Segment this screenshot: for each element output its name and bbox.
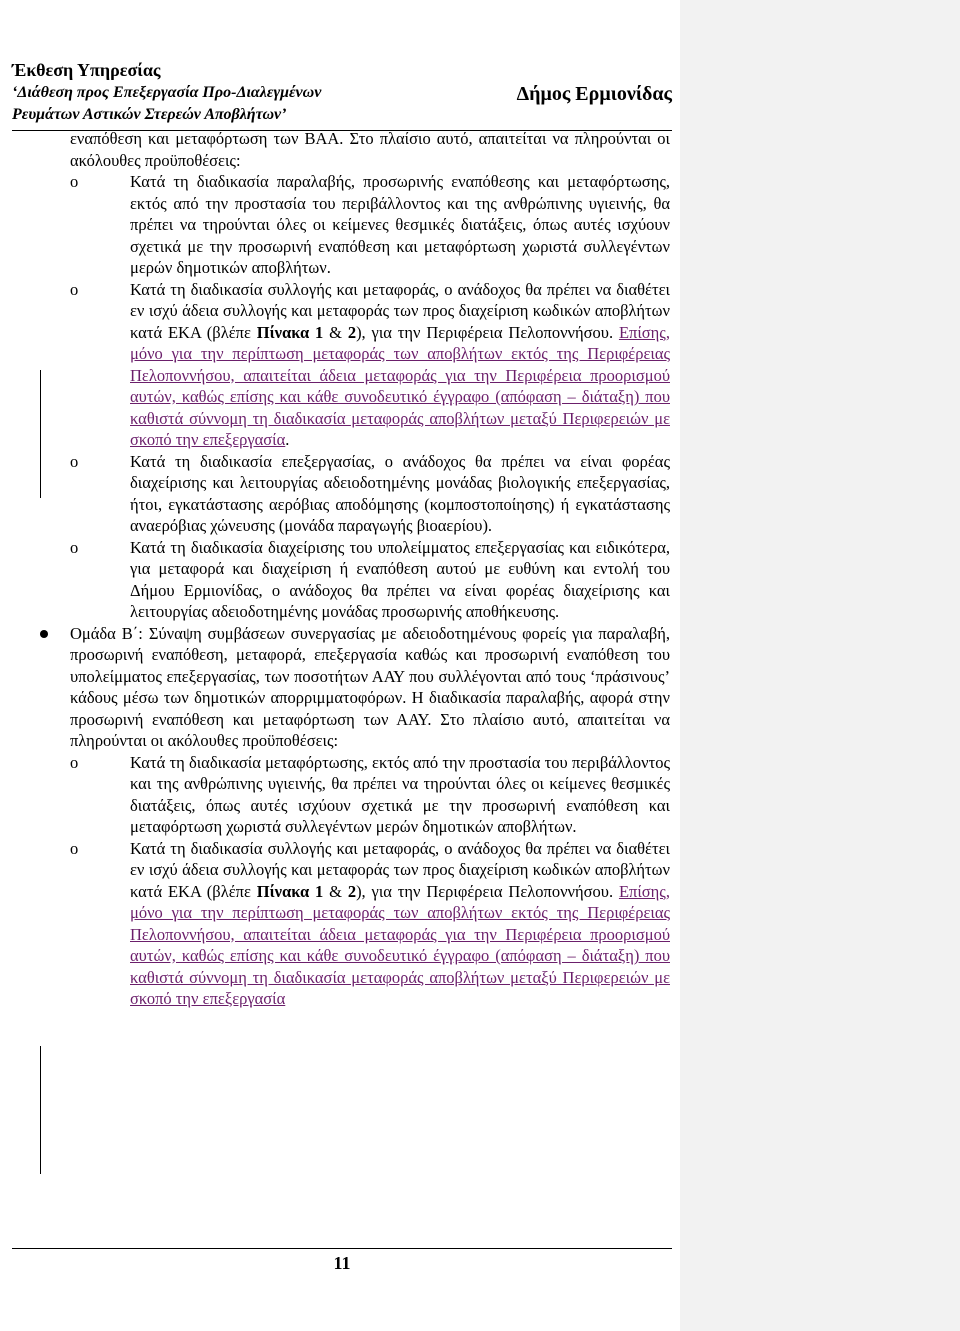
list-item-text: Κατά τη διαδικασία μεταφόρτωσης, εκτός από την προστασία του περιβάλλοντος και της ανθρώπινης υγιεινής, θα πρέπει να τηρούνται όλες οι κείμενες θεσμικές διατάξεις, όπως αυτές ισχύουν σχετικά με την προσωρινή εναπόθεση και μεταφόρτωση χωριστά συλλεγέντων μερών δημοτικών αποβλήτων.: [130, 752, 670, 836]
list-item-text: Κατά τη διαδικασία συλλογής και μεταφοράς, ο ανάδοχος θα πρέπει να διαθέτει εν ισχύ άδεια συλλογής και μεταφοράς των προς διαχείριση κωδικών αποβλήτων κατά ΕΚΑ (βλέπε: [130, 838, 670, 901]
sub-bullet-marker: o: [70, 172, 79, 191]
change-bar: [40, 370, 41, 498]
list-item-text: Κατά τη διαδικασία επεξεργασίας, ο ανάδοχος θα πρέπει να είναι φορέας διαχείρισης και λειτουργίας αδειοδοτημένης μονάδας βιολογικής επεξεργασίας, ήτοι, εγκατάστασης αερόβιας αποδόμησης (κομποστοποίησης) ή εγκατάστασης αναερόβιας χώνευσης (μονάδα παραγωγής βιοαερίου).: [130, 451, 670, 535]
list-item: [70, 838, 670, 1010]
sub-bullet-marker: o: [70, 279, 79, 299]
list-item-text: Κατά τη διαδικασία διαχείρισης του υπολείμματος επεξεργασίας και ειδικότερα, για μεταφορά και διαχείριση ή εναπόθεση αυτού με ευθύνη και εντολή του Δήμου Ερμιονίδας, ο ανάδοχος θα πρέπει να είναι φορέας διαχείρισης και λειτουργίας αδειοδοτημένης μονάδας προσωρινής αποθήκευσης.: [130, 537, 670, 621]
sub-bullet-marker: o: [70, 752, 79, 772]
table-reference: 2: [347, 881, 357, 901]
table-reference: Πίνακα 1: [256, 881, 324, 901]
page-header: [12, 58, 672, 126]
list-item: [70, 752, 670, 838]
table-reference: 2: [347, 322, 357, 342]
sub-bullet-marker: o: [70, 838, 79, 858]
bullet-text: Ομάδα Β΄: Σύναψη συμβάσεων συνεργασίας με αδειοδοτημένους φορείς για παραλαβή, προσωρινή εναπόθεση, μεταφορά, επεξεργασία καθώς και προσωρινή εναπόθεση του υπολείμματος επεξεργασίας, των ποσοτήτων ΑΑΥ που συλλέγονται από τους ‘πράσινους’ κάδους μέσω των δημοτικών απορριμματοφόρων. Η διαδικασία παραλαβής, αφορά στην προσωρινή εναπόθεση και μεταφόρτωση των ΑΑΥ. Στο πλαίσιο αυτό, απαιτείται να πληρούνται οι ακόλουθες προϋποθέσεις:: [70, 623, 670, 750]
list-item-text: Κατά τη διαδικασία παραλαβής, προσωρινής εναπόθεσης και μεταφόρτωσης, εκτός από την προστασία του περιβάλλοντος και της ανθρώπινης υγιεινής, θα πρέπει να τηρούνται όλες οι κείμενες θεσμικές διατάξεις, όπως αυτές ισχύουν σχετικά με την προσωρινή εναπόθεση και μεταφόρτωση χωριστά συλλεγέντων μερών δημοτικών αποβλήτων.: [130, 172, 670, 277]
header-title: Έκθεση Υπηρεσίας: [12, 60, 161, 80]
list-item: [70, 279, 670, 451]
header-municipality: Δήμος Ερμιονίδας: [516, 83, 672, 105]
footer-rule: [12, 1248, 672, 1249]
list-item-text: ), για την Περιφέρεια Πελοποννήσου.: [356, 881, 619, 901]
comments-margin-panel: [680, 0, 960, 1331]
sub-bullet-marker: o: [70, 451, 79, 471]
intro-paragraph: εναπόθεση και μεταφόρτωση των ΒΑΑ. Στο πλαίσιο αυτό, απαιτείται να πληρούνται οι ακόλουθες προϋποθέσεις:: [70, 129, 670, 170]
table-reference: Πίνακα 1: [256, 322, 324, 342]
tracked-insertion[interactable]: Επίσης, μόνο για την περίπτωση μεταφοράς των αποβλήτων εκτός της Περιφέρειας Πελοποννήσου, απαιτείται άδεια μεταφοράς για την Περιφέρεια προορισμού αυτών, καθώς επίσης και κάθε συνοδευτικό έγγραφο (απόφαση – διάταξη) που καθιστά σύννομη τη διαδικασία μεταφοράς αποβλήτων μεταξύ Περιφερειών με σκοπό την επεξεργασία: [130, 881, 670, 1008]
header-subtitle-line1: ‘Διάθεση προς Επεξεργασία Προ-Διαλεγμένων: [12, 84, 322, 101]
page-number: 11: [333, 1253, 351, 1273]
list-item-text: .: [285, 430, 290, 449]
header-subtitle-line2: Ρευμάτων Αστικών Στερεών Αποβλήτων’: [12, 106, 287, 123]
list-item: [70, 451, 670, 537]
change-bar: [40, 1046, 41, 1174]
bullet-item: [70, 623, 670, 752]
list-item-text: Κατά τη διαδικασία συλλογής και μεταφοράς, ο ανάδοχος θα πρέπει να διαθέτει εν ισχύ άδεια συλλογής και μεταφοράς των προς διαχείριση κωδικών αποβλήτων κατά ΕΚΑ (βλέπε: [130, 279, 670, 342]
document-body: [70, 128, 670, 1010]
bullet-dot-icon: [40, 630, 48, 638]
sub-bullet-marker: o: [70, 537, 79, 557]
list-item-text: &: [323, 322, 348, 342]
list-item: [70, 537, 670, 623]
list-item-text: ), για την Περιφέρεια Πελοποννήσου.: [356, 322, 619, 342]
list-item: [70, 171, 670, 279]
list-item-text: &: [323, 881, 348, 901]
tracked-insertion[interactable]: Επίσης, μόνο για την περίπτωση μεταφοράς των αποβλήτων εκτός της Περιφέρειας Πελοποννήσου, απαιτείται άδεια μεταφοράς για την Περιφέρεια προορισμού αυτών, καθώς επίσης και κάθε συνοδευτικό έγγραφο (απόφαση – διάταξη) που καθιστά σύννομη τη διαδικασία μεταφοράς αποβλήτων μεταξύ Περιφερειών με σκοπό την επεξεργασία: [130, 322, 670, 449]
